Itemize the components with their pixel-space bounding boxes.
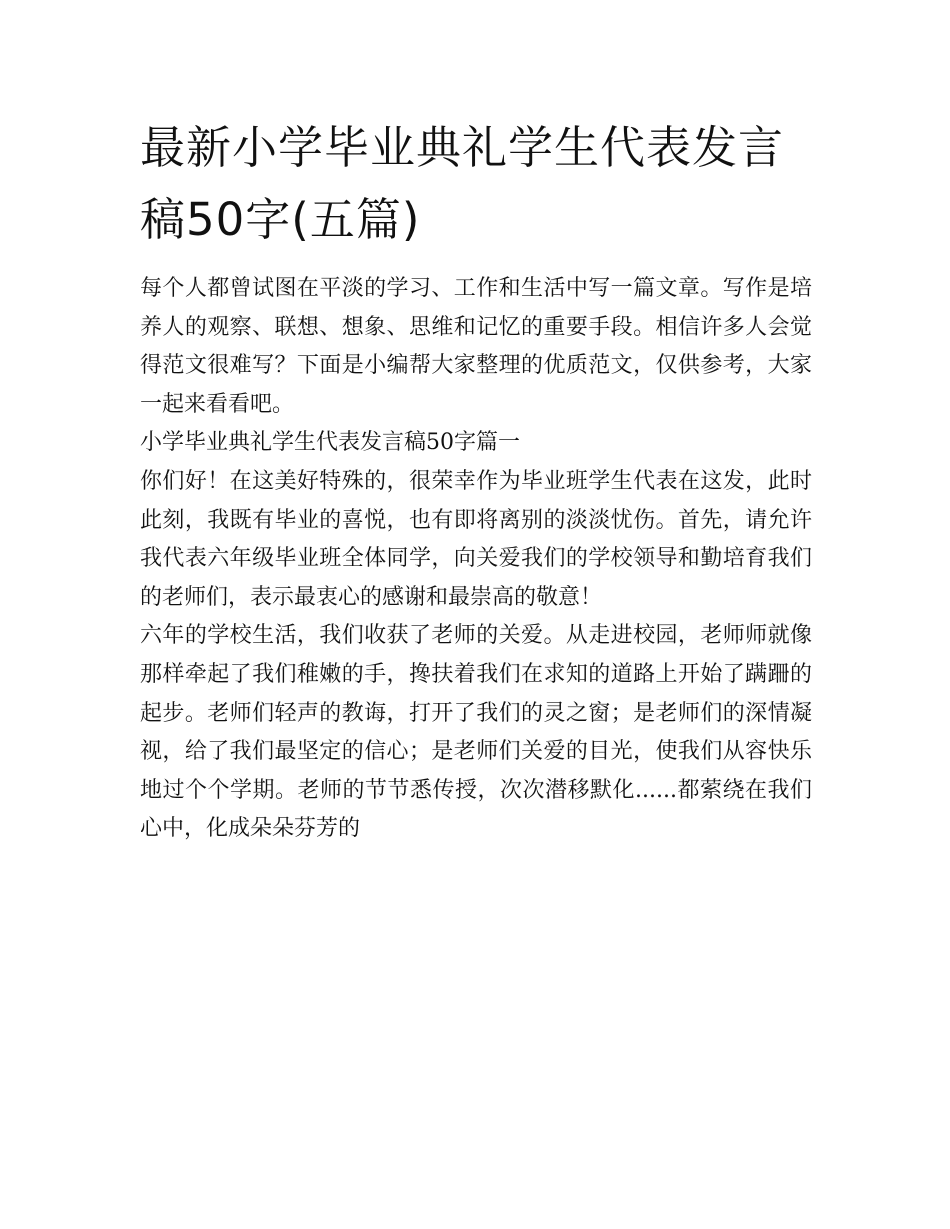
body-paragraph: 六年的学校生活，我们收获了老师的关爱。从走进校园，老师师就像那样牵起了我们稚嫩的手，搀扶着我们在求知的道路上开始了蹒跚的起步。老师们轻声的教诲，打开了我们的灵之窗；是老师们的深情凝视，给了我们最坚定的信心；是老师们关爱的目光，使我们从容快乐地过个个学期。老师的节节悉传授，次次潜移默化......都萦绕在我们心中，化成朵朵芬芳的: [140, 623, 812, 842]
section-heading: 小学毕业典礼学生代表发言稿50字篇一: [140, 430, 520, 456]
intro-paragraph: 每个人都曾试图在平淡的学习、工作和生活中写一篇文章。写作是培养人的观察、联想、想象、思维和记忆的重要手段。相信许多人会觉得范文很难写？下面是小编帮大家整理的优质范文，仅供参考，大家一起来看看吧。: [140, 276, 812, 417]
document-page: [140, 112, 812, 849]
document-title: 最新小学毕业典礼学生代表发言稿50字(五篇): [140, 121, 785, 246]
body-paragraph: 你们好！在这美好特殊的，很荣幸作为毕业班学生代表在这发，此时此刻，我既有毕业的喜悦，也有即将离别的淡淡忧伤。首先，请允许我代表六年级毕业班全体同学，向关爱我们的学校领导和勤培育我们的老师们，表示最衷心的感谢和最崇高的敬意！: [140, 468, 812, 610]
